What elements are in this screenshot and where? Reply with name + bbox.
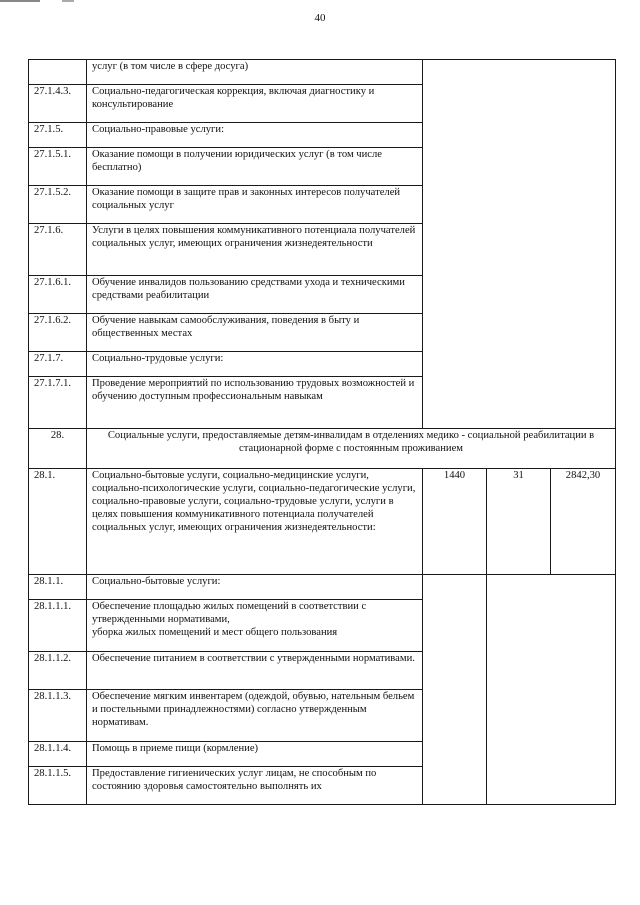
empty-value-cell xyxy=(423,60,616,429)
row-description: Обучение инвалидов пользованию средствами ухода и техническими средствами реабилитации xyxy=(87,276,423,314)
section-header-row xyxy=(29,429,616,469)
row-description: Оказание помощи в получении юридических услуг (в том числе бесплатно) xyxy=(87,148,423,186)
row-code: 27.1.6.1. xyxy=(29,276,87,314)
row-description: Оказание помощи в защите прав и законных интересов получателей социальных услуг xyxy=(87,186,423,224)
row-code: 27.1.5.1. xyxy=(29,148,87,186)
row-code: 28.1.1.4. xyxy=(29,742,87,767)
row-description xyxy=(87,600,423,652)
page-number: 40 xyxy=(314,12,326,24)
row-description: Обучение навыкам самообслуживания, поведения в быту и общественных местах xyxy=(87,314,423,352)
row-code: 27.1.7. xyxy=(29,352,87,377)
row-code: 27.1.6. xyxy=(29,224,87,276)
row-code xyxy=(29,60,87,85)
row-code: 28.1.1. xyxy=(29,575,87,600)
row-description: Услуги в целях повышения коммуникативного потенциала получателей социальных услуг, имеющих ограничения жизнедеятельности xyxy=(87,224,423,276)
row-description: Социально-бытовые услуги, социально-медицинские услуги, социально-психологические услуги, социально-педагогические услуги, социально-правовые услуги, социально-трудовые услуги, услуги в целях повышения коммуникативного потенциала получателей социальных услуг, имеющих ограничения жизнедеятельности: xyxy=(87,469,423,575)
table-row xyxy=(29,575,616,600)
row-description: Социально-бытовые услуги: xyxy=(87,575,423,600)
empty-value-cell xyxy=(487,575,616,600)
row-description-line: Обеспечение площадью жилых помещений в соответствии с утвержденными нормативами, xyxy=(92,601,367,625)
row-description: Обеспечение питанием в соответствии с утвержденными нормативами. xyxy=(87,652,423,690)
row-code: 28.1.1.5. xyxy=(29,767,87,805)
value-cell-2: 31 xyxy=(487,469,551,575)
row-description: Социально-трудовые услуги: xyxy=(87,352,423,377)
row-code: 27.1.5. xyxy=(29,123,87,148)
value-cell-3: 2842,30 xyxy=(551,469,616,575)
row-description: Социально-педагогическая коррекция, включая диагностику и консультирование xyxy=(87,85,423,123)
row-code: 27.1.7.1. xyxy=(29,377,87,429)
row-description: услуг (в том числе в сфере досуга) xyxy=(87,60,423,85)
row-code: 27.1.4.3. xyxy=(29,85,87,123)
summary-row xyxy=(29,469,616,575)
row-description: Социально-правовые услуги: xyxy=(87,123,423,148)
row-code: 28.1. xyxy=(29,469,87,575)
scan-edge-mark xyxy=(0,0,40,2)
row-description: Помощь в приеме пищи (кормление) xyxy=(87,742,423,767)
row-code: 28.1.1.3. xyxy=(29,690,87,742)
row-description-line: уборка жилых помещений и мест общего пользования xyxy=(92,627,338,638)
row-code: 28.1.1.1. xyxy=(29,600,87,652)
services-table xyxy=(28,59,616,805)
row-description: Обеспечение мягким инвентарем (одеждой, обувью, нательным бельем и постельными принадлежностями) согласно утвержденным нормативам. xyxy=(87,690,423,742)
row-description: Проведение мероприятий по использованию трудовых возможностей и обучению доступным профессиональным навыкам xyxy=(87,377,423,429)
row-description: Предоставление гигиенических услуг лицам, не способным по состоянию здоровья самостоятельно выполнять их xyxy=(87,767,423,805)
section-code: 28. xyxy=(29,429,87,469)
value-cell-1: 1440 xyxy=(423,469,487,575)
table-row xyxy=(29,600,616,652)
table-row xyxy=(29,60,616,85)
section-title: Социальные услуги, предоставляемые детям-инвалидам в отделениях медико - социальной реабилитации в стационарной форме с постоянным проживанием xyxy=(87,429,616,469)
row-code: 27.1.6.2. xyxy=(29,314,87,352)
empty-value-cell xyxy=(487,600,616,805)
scan-edge-mark xyxy=(62,0,74,2)
empty-value-cell xyxy=(423,575,487,805)
row-code: 28.1.1.2. xyxy=(29,652,87,690)
row-code: 27.1.5.2. xyxy=(29,186,87,224)
